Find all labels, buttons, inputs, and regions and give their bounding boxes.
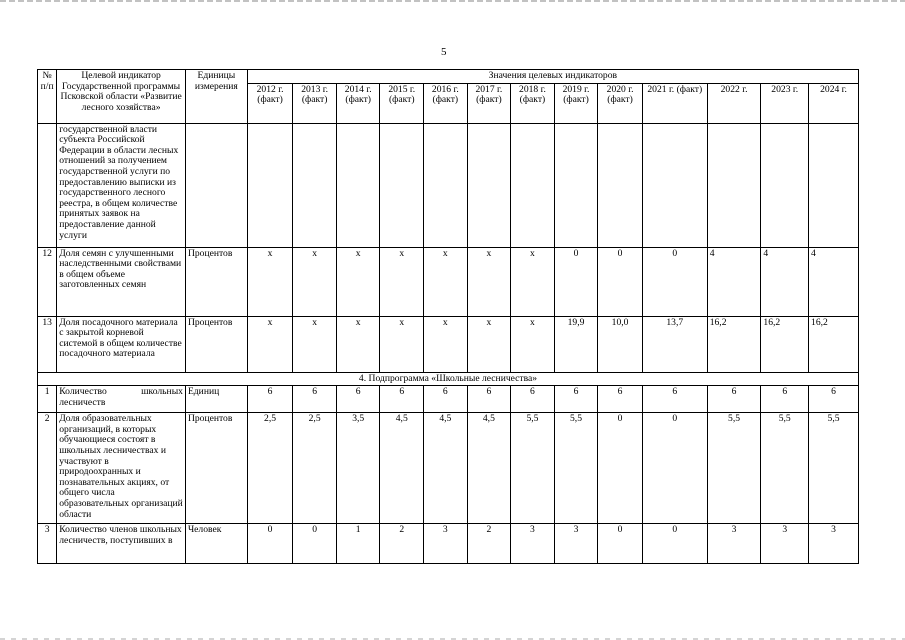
row-value: 6: [511, 386, 555, 413]
row-value: x: [380, 247, 424, 316]
row-indicator-name: Доля семян с улучшенными наследственными свойствами в общем объеме заготовленных семян: [57, 247, 186, 316]
row-value: 16,2: [809, 316, 859, 372]
header-year: 2024 г.: [809, 83, 859, 123]
row-value: 3: [511, 524, 555, 564]
row-number: [38, 123, 57, 247]
row-value: 4,5: [467, 413, 511, 524]
row-value: 0: [247, 524, 293, 564]
row-number: 12: [38, 247, 57, 316]
row-value: 0: [293, 524, 337, 564]
row-value: [809, 123, 859, 247]
row-value: 5,5: [511, 413, 555, 524]
row-value: 4,5: [380, 413, 424, 524]
row-value: 2: [467, 524, 511, 564]
table-row: [38, 123, 859, 247]
header-year: 2015 г. (факт): [380, 83, 424, 123]
header-units: Единицы измерения: [185, 70, 247, 124]
row-unit: Процентов: [185, 247, 247, 316]
row-unit: Человек: [185, 524, 247, 564]
row-indicator-name: Доля посадочного материала с закрытой корневой системой в общем количестве посадочного материала: [57, 316, 186, 372]
row-value: 6: [598, 386, 643, 413]
row-value: x: [424, 247, 468, 316]
row-value: x: [336, 316, 380, 372]
table-row: [38, 247, 859, 316]
row-unit: Единиц: [185, 386, 247, 413]
row-value: 5,5: [554, 413, 598, 524]
row-value: x: [511, 247, 555, 316]
row-value: 6: [380, 386, 424, 413]
row-value: 5,5: [707, 413, 761, 524]
row-value: 2,5: [247, 413, 293, 524]
row-value: [554, 123, 598, 247]
header-num: № п/п: [38, 70, 57, 124]
table-row: [38, 524, 859, 564]
row-value: [293, 123, 337, 247]
row-number: 1: [38, 386, 57, 413]
table-row: [38, 413, 859, 524]
row-value: 1: [336, 524, 380, 564]
header-year: 2012 г. (факт): [247, 83, 293, 123]
header-year: 2022 г.: [707, 83, 761, 123]
row-value: x: [293, 316, 337, 372]
header-year: 2019 г. (факт): [554, 83, 598, 123]
row-value: x: [467, 316, 511, 372]
row-value: 0: [554, 247, 598, 316]
table-row: [38, 316, 859, 372]
header-year: 2023 г.: [761, 83, 809, 123]
header-year: 2014 г. (факт): [336, 83, 380, 123]
row-value: 16,2: [707, 316, 761, 372]
header-year: 2017 г. (факт): [467, 83, 511, 123]
row-value: 5,5: [761, 413, 809, 524]
row-value: 6: [707, 386, 761, 413]
header-year: 2020 г. (факт): [598, 83, 643, 123]
row-unit: [185, 123, 247, 247]
row-value: [598, 123, 643, 247]
row-value: 3,5: [336, 413, 380, 524]
row-value: [642, 123, 707, 247]
row-value: [247, 123, 293, 247]
row-value: 6: [293, 386, 337, 413]
row-value: 3: [761, 524, 809, 564]
row-number: 3: [38, 524, 57, 564]
row-value: 6: [247, 386, 293, 413]
section-title: 4. Подпрограмма «Школьные лесничества»: [38, 372, 859, 386]
row-value: 0: [642, 247, 707, 316]
row-unit: Процентов: [185, 316, 247, 372]
row-value: x: [247, 247, 293, 316]
row-indicator-name: Количество членов школьных лесничеств, поступивших в: [57, 524, 186, 564]
row-value: [761, 123, 809, 247]
row-indicator-name: государственной власти субъекта Российской Федерации в области лесных отношений за получением государственной услуги по предоставлению выписки из государственного лесного реестра, в общем количестве принятых заявок на предоставление данной услуги: [57, 123, 186, 247]
row-value: 5,5: [809, 413, 859, 524]
row-value: 3: [424, 524, 468, 564]
row-value: 0: [598, 524, 643, 564]
row-value: 2: [380, 524, 424, 564]
row-value: [424, 123, 468, 247]
row-value: 6: [424, 386, 468, 413]
row-value: 4,5: [424, 413, 468, 524]
row-value: 6: [809, 386, 859, 413]
row-value: 0: [642, 524, 707, 564]
row-value: 4: [809, 247, 859, 316]
header-year: 2018 г. (факт): [511, 83, 555, 123]
row-value: x: [336, 247, 380, 316]
row-value: [380, 123, 424, 247]
row-value: x: [467, 247, 511, 316]
row-value: x: [247, 316, 293, 372]
page-number: 5: [441, 46, 447, 58]
row-value: 6: [467, 386, 511, 413]
row-unit: Процентов: [185, 413, 247, 524]
row-indicator-name: Доля образовательных организаций, в которых обучающиеся состоят в школьных лесничествах и участвуют в природоохранных и познавательных акциях, от общего числа образовательных организаций области: [57, 413, 186, 524]
header-year: 2013 г. (факт): [293, 83, 337, 123]
header-values-title: Значения целевых индикаторов: [247, 70, 858, 84]
scan-artifact-top: [0, 0, 905, 2]
section-row: [38, 372, 859, 386]
row-value: 19,9: [554, 316, 598, 372]
row-value: 6: [336, 386, 380, 413]
row-value: 2,5: [293, 413, 337, 524]
row-value: 13,7: [642, 316, 707, 372]
row-value: x: [380, 316, 424, 372]
row-value: [336, 123, 380, 247]
row-number: 2: [38, 413, 57, 524]
header-year: 2016 г. (факт): [424, 83, 468, 123]
row-value: 6: [554, 386, 598, 413]
row-value: 0: [642, 413, 707, 524]
row-value: 16,2: [761, 316, 809, 372]
row-value: [467, 123, 511, 247]
row-value: 3: [809, 524, 859, 564]
row-value: 4: [761, 247, 809, 316]
row-value: 6: [642, 386, 707, 413]
row-indicator-name: Количество школьных лесничеств: [57, 386, 186, 413]
row-value: 10,0: [598, 316, 643, 372]
row-value: [707, 123, 761, 247]
row-value: 0: [598, 413, 643, 524]
row-value: 4: [707, 247, 761, 316]
row-value: x: [293, 247, 337, 316]
row-value: [511, 123, 555, 247]
row-value: 3: [707, 524, 761, 564]
row-number: 13: [38, 316, 57, 372]
row-value: x: [511, 316, 555, 372]
row-value: x: [424, 316, 468, 372]
header-indicator: Целевой индикатор Государственной программы Псковской области «Развитие лесного хозяйства»: [57, 70, 186, 124]
header-row: [38, 70, 859, 84]
row-value: 0: [598, 247, 643, 316]
row-value: 6: [761, 386, 809, 413]
row-value: 3: [554, 524, 598, 564]
indicators-table: [37, 69, 859, 564]
table-row: [38, 386, 859, 413]
header-year: 2021 г. (факт): [642, 83, 707, 123]
